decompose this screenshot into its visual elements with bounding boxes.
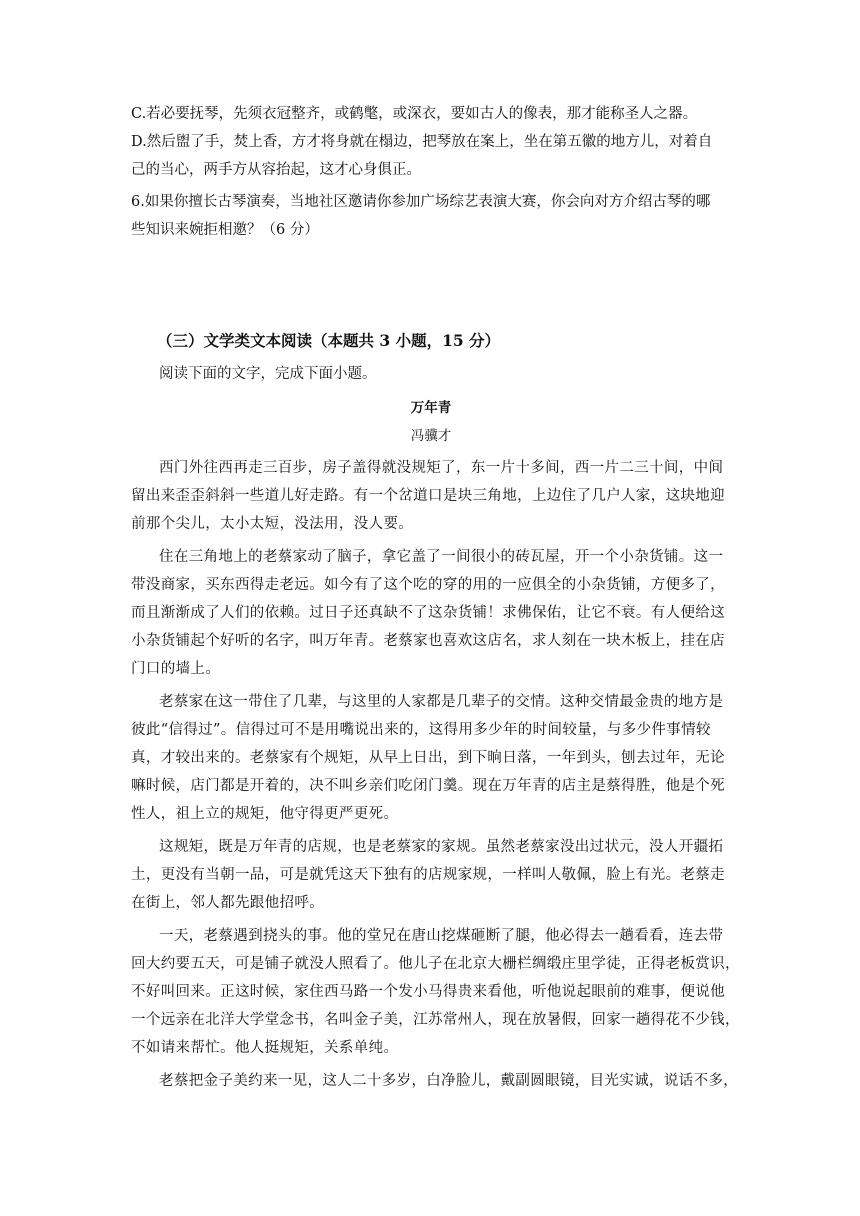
article-line: 小杂货铺起个好听的名字，叫万年青。老蔡家也喜欢这店名，求人刻在一块木板上，挂在店 [131, 633, 725, 649]
question-6-line-1: 6.如果你擅长古琴演奏，当地社区邀请你参加广场综艺表演大赛，你会向对方介绍古琴的哪 [131, 194, 711, 210]
article-title: 万年青 [410, 400, 452, 416]
article-line: 性人，祖上立的规矩，他守得更严更死。 [131, 806, 399, 822]
article-line: 土，更没有当朝一品，可是就凭这天下独有的店规家规，一样叫人敬佩，脸上有光。老蔡走 [131, 867, 725, 883]
article-line: 回大约要五天，可是铺子就没人照看了。他儿子在北京大栅栏绸缎庄里学徒，正得老板赏识， [131, 956, 740, 972]
article-line: 老蔡家在这一带住了几辈，与这里的人家都是几辈子的交情。这种交情最金贵的地方是 [159, 694, 724, 710]
article-author: 冯骥才 [410, 428, 452, 444]
article-line: 西门外往西再走三百步，房子盖得就没规矩了，东一片十多间，西一片二三十间，中间 [159, 460, 724, 476]
option-d-line-2: 己的当心，两手方从容抬起，这才心身俱正。 [131, 162, 421, 178]
article-line: 一天，老蔡遇到挠头的事。他的堂兄在唐山挖煤砸断了腿，他必得去一趟看看，连去带 [159, 928, 724, 944]
article-line: 彼此“信得过”。信得过可不是用嘴说出来的，这得用多少年的时间较量，与多少件事情较 [131, 722, 711, 738]
article-line: 真，才较出来的。老蔡家有个规矩，从早上日出，到下晌日落，一年到头，刨去过年，无论 [131, 750, 725, 766]
question-6-line-2: 些知识来婉拒相邀？（6 分） [131, 222, 319, 238]
article-line: 老蔡把金子美约来一见，这人二十多岁，白净脸儿，戴副圆眼镜，目光实诚，说话不多， [159, 1073, 739, 1089]
option-d-line-1: D.然后盥了手，焚上香，方才将身就在榻边，把琴放在案上，坐在第五徽的地方儿，对着自 [131, 134, 713, 150]
article-line: 一个远亲在北洋大学堂念书，名叫金子美，江苏常州人，现在放暑假，回家一趟得花不少钱， [131, 1012, 740, 1028]
article-line: 在街上，邻人都先跟他招呼。 [131, 895, 325, 911]
article-line: 住在三角地上的老蔡家动了脑子，拿它盖了一间很小的砖瓦屋，开一个小杂货铺。这一 [159, 549, 724, 565]
article-line: 不如请来帮忙。他人挺规矩，关系单纯。 [131, 1040, 399, 1056]
option-c: C.若必要抚琴，先须衣冠整齐，或鹤氅，或深衣，要如古人的像表，那才能称圣人之器。 [131, 106, 698, 122]
article-line: 留出来歪歪斜斜一些道儿好走路。有一个岔道口是块三角地，上边住了几户人家，这块地迎 [131, 488, 725, 504]
article-line: 不好叫回来。正这时候，家住西马路一个发小马得贵来看他，听他说起眼前的难事，便说他 [131, 984, 725, 1000]
section-heading: （三）文学类文本阅读（本题共 3 小题，15 分） [157, 331, 501, 350]
article-line: 门口的墙上。 [131, 661, 221, 677]
article-line: 这规矩，既是万年青的店规，也是老蔡家的家规。虽然老蔡家没出过状元，没人开疆拓 [159, 839, 724, 855]
article-line: 前那个尖儿，太小太短，没法用，没人要。 [131, 516, 414, 532]
article-line: 而且渐渐成了人们的依赖。过日子还真缺不了这杂货铺！求佛保佑，让它不衰。有人便给这 [131, 605, 725, 621]
section-instruction: 阅读下面的文字，完成下面小题。 [159, 366, 377, 382]
article-line: 嘛时候，店门都是开着的，决不叫乡亲们吃闭门羹。现在万年青的店主是蔡得胜，他是个死 [131, 778, 725, 794]
article-line: 带没商家，买东西得走老远。如今有了这个吃的穿的用的一应俱全的小杂货铺，方便多了， [131, 577, 725, 593]
